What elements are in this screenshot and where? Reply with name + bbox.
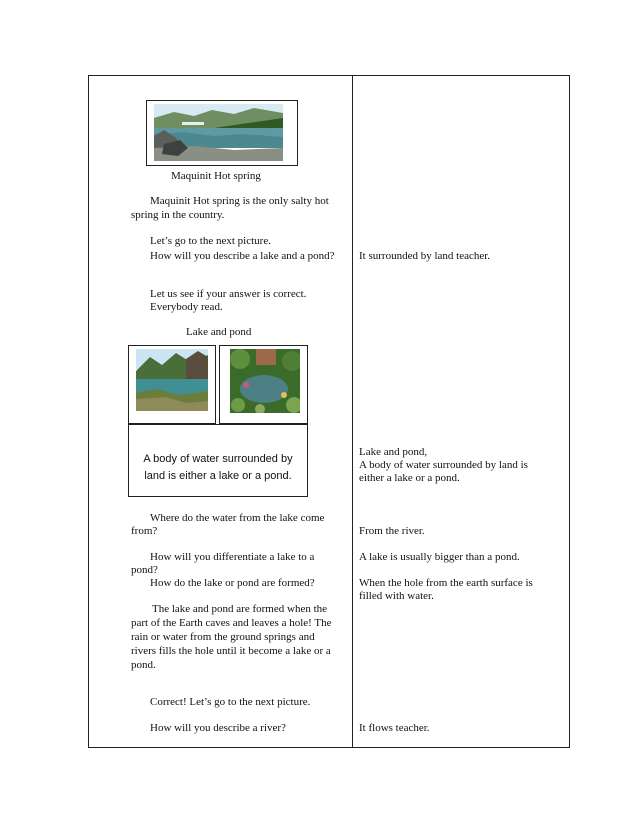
differentiate-question-line2: pond? [131, 564, 158, 576]
formed-answer-line2: filled with water. [359, 590, 434, 602]
surrounded-answer: It surrounded by land teacher. [359, 250, 491, 262]
formation-line1: The lake and pond are formed when the [152, 603, 328, 615]
river-question: How will you describe a river? [150, 722, 286, 734]
formation-line3: rain or water from the ground springs and [131, 631, 315, 643]
correct-next-text: Correct! Let’s go to the next picture. [150, 696, 311, 708]
everybody-read-text: Everybody read. [150, 301, 223, 313]
column-divider [352, 75, 353, 748]
flows-answer: It flows teacher. [359, 722, 430, 734]
read-answer-line1: Lake and pond, [359, 446, 428, 458]
formation-line5: pond. [131, 659, 156, 671]
hot-spring-photo [154, 104, 283, 161]
water-question-line1: Where do the water from the lake come [150, 512, 325, 524]
formation-line4: rivers fills the hole until it become a lake or a [131, 645, 331, 657]
check-answer-text: Let us see if your answer is correct. [150, 288, 307, 300]
next-picture-text: Let’s go to the next picture. [150, 235, 271, 247]
water-question-line2: from? [131, 525, 158, 537]
hot-spring-caption: Maquinit Hot spring [171, 170, 261, 182]
lake-pond-question: How will you describe a lake and a pond? [150, 250, 335, 262]
formed-answer-line1: When the hole from the earth surface is [359, 577, 533, 589]
definition-line2: land is either a lake or a pond. [144, 470, 292, 482]
bigger-answer: A lake is usually bigger than a pond. [359, 551, 520, 563]
read-answer-line2: A body of water surrounded by land is [359, 459, 528, 471]
lake-pond-caption: Lake and pond [186, 326, 252, 338]
river-source-answer: From the river. [359, 525, 425, 537]
read-answer-line3: either a lake or a pond. [359, 472, 460, 484]
hot-spring-text-line2: spring in the country. [131, 209, 225, 221]
lake-photo [136, 349, 208, 411]
formation-line2: part of the Earth caves and leaves a hole! The [131, 617, 332, 629]
differentiate-question-line1: How will you differentiate a lake to a [150, 551, 315, 563]
hot-spring-text-line1: Maquinit Hot spring is the only salty hot [150, 195, 329, 207]
formed-question: How do the lake or pond are formed? [150, 577, 315, 589]
pond-photo [230, 349, 300, 413]
definition-line1: A body of water surrounded by [143, 453, 293, 465]
